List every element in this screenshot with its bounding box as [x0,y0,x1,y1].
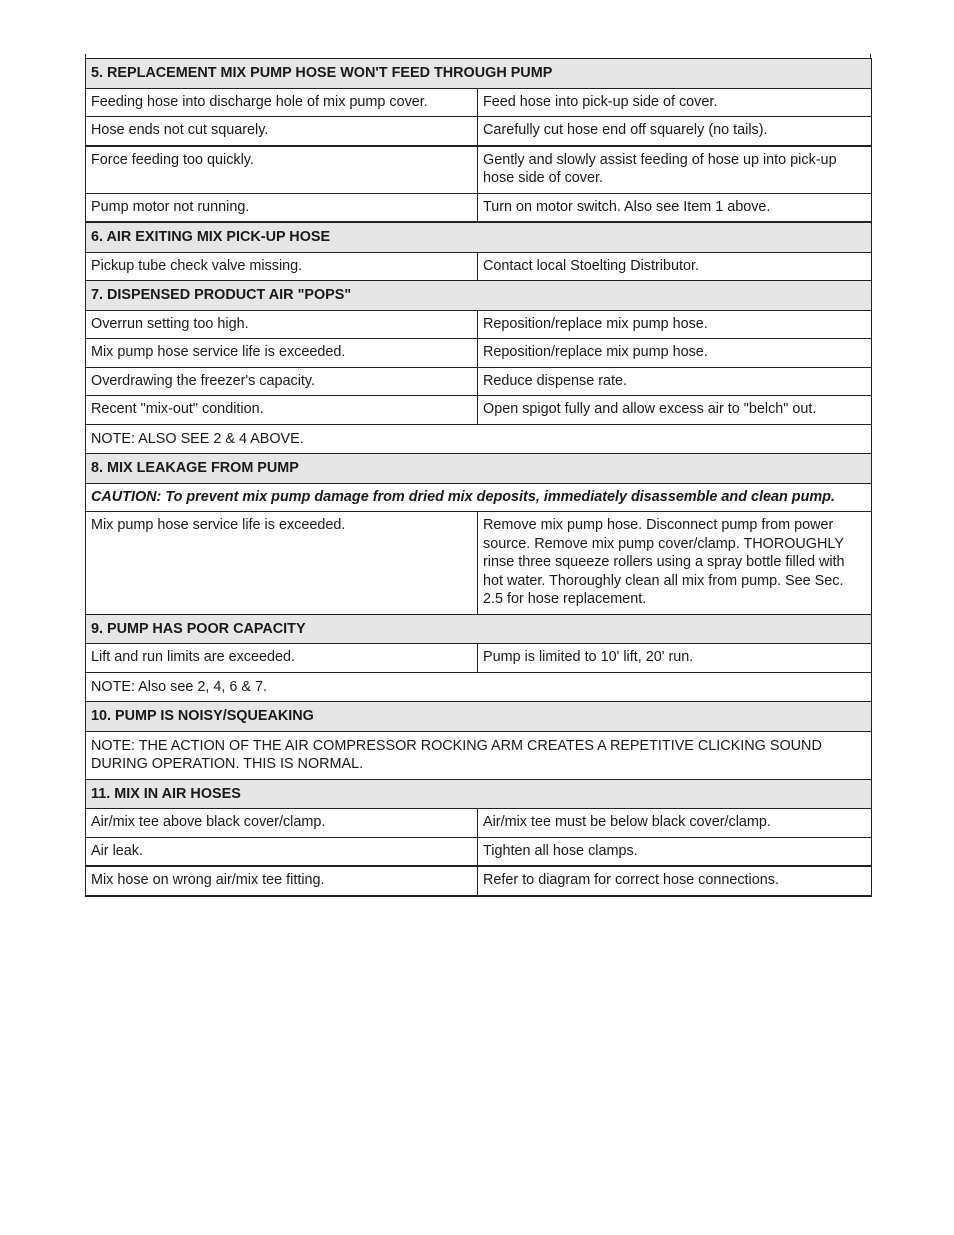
table-row [86,310,872,339]
note-row [86,672,872,702]
caution-text: CAUTION: To prevent mix pump damage from dried mix deposits, immediately disassemble and clean pump. [86,483,872,512]
remedy-cell: Remove mix pump hose. Disconnect pump from power source. Remove mix pump cover/clamp. THOROUGHLY rinse three squeeze rollers using a spray bottle filled with hot water. Thoroughly clean all mix from pump. See Sec. 2.5 for hose replacement. [478,512,872,615]
cause-cell: Mix pump hose service life is exceeded. [86,512,478,615]
troubleshooting-table [85,58,872,897]
cause-cell: Hose ends not cut squarely. [86,117,478,146]
cause-cell: Mix pump hose service life is exceeded. [86,339,478,368]
section-title: 10. PUMP IS NOISY/SQUEAKING [86,702,872,732]
section-header [86,614,872,644]
note-text: NOTE: Also see 2, 4, 6 & 7. [86,672,872,702]
section-title: 5. REPLACEMENT MIX PUMP HOSE WON'T FEED THROUGH PUMP [86,59,872,89]
section-header [86,222,872,252]
cause-cell: Pickup tube check valve missing. [86,252,478,281]
remedy-cell: Reposition/replace mix pump hose. [478,310,872,339]
cause-cell: Overdrawing the freezer's capacity. [86,367,478,396]
section-header [86,454,872,484]
remedy-cell: Refer to diagram for correct hose connections. [478,866,872,896]
table-row [86,252,872,281]
table-row [86,866,872,896]
cause-cell: Air leak. [86,837,478,866]
table-row [86,339,872,368]
section-title: 7. DISPENSED PRODUCT AIR "POPS" [86,281,872,311]
cause-cell: Mix hose on wrong air/mix tee fitting. [86,866,478,896]
table-row [86,837,872,866]
remedy-cell: Reposition/replace mix pump hose. [478,339,872,368]
cause-cell: Pump motor not running. [86,193,478,222]
cause-cell: Feeding hose into discharge hole of mix pump cover. [86,88,478,117]
remedy-cell: Turn on motor switch. Also see Item 1 above. [478,193,872,222]
cause-cell: Overrun setting too high. [86,310,478,339]
remedy-cell: Open spigot fully and allow excess air to "belch" out. [478,396,872,425]
table-row [86,644,872,673]
remedy-cell: Feed hose into pick-up side of cover. [478,88,872,117]
cause-cell: Recent "mix-out" condition. [86,396,478,425]
note-text: NOTE: ALSO SEE 2 & 4 ABOVE. [86,424,872,454]
remedy-cell: Contact local Stoelting Distributor. [478,252,872,281]
table-row [86,396,872,425]
section-title: 11. MIX IN AIR HOSES [86,779,872,809]
table-row [86,367,872,396]
table-row [86,146,872,194]
remedy-cell: Reduce dispense rate. [478,367,872,396]
cause-cell: Lift and run limits are exceeded. [86,644,478,673]
section-header [86,702,872,732]
remedy-cell: Pump is limited to 10' lift, 20' run. [478,644,872,673]
table-row [86,809,872,838]
note-text: NOTE: THE ACTION OF THE AIR COMPRESSOR ROCKING ARM CREATES A REPETITIVE CLICKING SOUND DURING OPERATION. THIS IS NORMAL. [86,731,872,779]
cause-cell: Air/mix tee above black cover/clamp. [86,809,478,838]
remedy-cell: Carefully cut hose end off squarely (no tails). [478,117,872,146]
remedy-cell: Air/mix tee must be below black cover/clamp. [478,809,872,838]
note-row [86,731,872,779]
section-title: 8. MIX LEAKAGE FROM PUMP [86,454,872,484]
remedy-cell: Gently and slowly assist feeding of hose up into pick-up hose side of cover. [478,146,872,194]
table-row [86,512,872,615]
note-row [86,424,872,454]
section-header [86,281,872,311]
table-row [86,193,872,222]
table-row [86,88,872,117]
section-header [86,779,872,809]
table-row [86,117,872,146]
section-title: 6. AIR EXITING MIX PICK-UP HOSE [86,222,872,252]
remedy-cell: Tighten all hose clamps. [478,837,872,866]
caution-row [86,483,872,512]
section-header [86,59,872,89]
cause-cell: Force feeding too quickly. [86,146,478,194]
section-title: 9. PUMP HAS POOR CAPACITY [86,614,872,644]
